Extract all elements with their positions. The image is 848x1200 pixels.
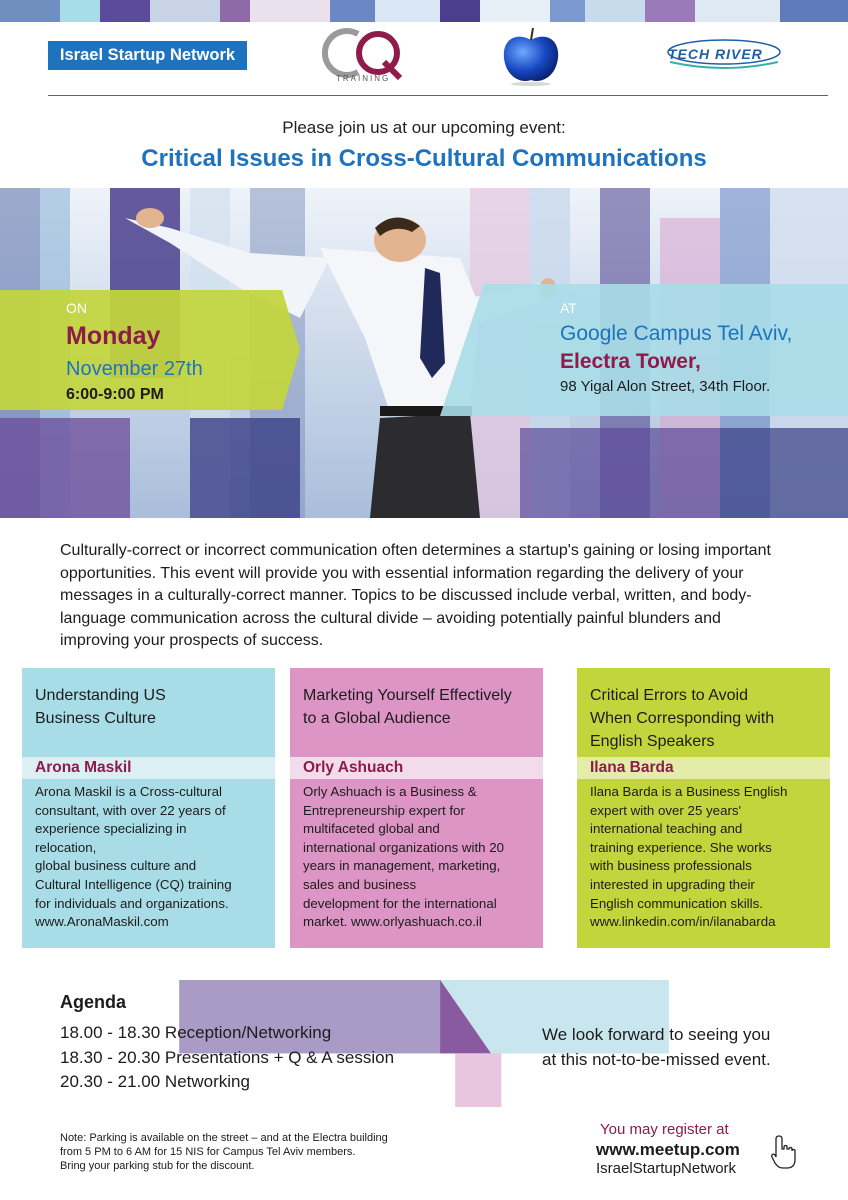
register-link[interactable]: www.meetup.com [596,1140,740,1159]
note-line: Note: Parking is available on the street – and at the Electra building [60,1132,388,1144]
venue-label: AT [560,300,577,316]
bio-line: Ilana Barda is a Business English [590,784,788,799]
israel-startup-network-logo: Israel Startup Network [48,41,247,70]
pointer-hand-icon [770,1134,798,1170]
sponsor-logos [0,22,848,92]
bio-line: Entrepreneurship expert for [303,802,465,818]
event-title: Critical Issues in Cross-Cultural Communications [141,145,707,172]
bio-line: global business culture and [35,858,197,874]
session-title-line: English Speakers [590,733,715,750]
speaker-website-link[interactable]: market. www.orlyashuach.co.il [303,914,482,930]
bio-line: development for the international [303,895,497,911]
parking-note [60,1131,460,1173]
bio-line: with business professionals [590,858,752,874]
event-day: Monday [66,322,161,350]
session-title [290,668,543,757]
note-line: from 5 PM to 6 AM for 15 NIS for Campus Tel Aviv members. [60,1146,356,1158]
session-card-3 [577,668,830,948]
bio-line: multifaceted global and [303,821,440,837]
closing-message [542,1022,822,1072]
bio-line: English communication skills. [590,895,763,911]
bio-line: years in management, marketing, [303,858,501,874]
venue-building: Electra Tower, [560,350,701,373]
speaker-website-link[interactable]: www.AronaMaskil.com [35,914,169,930]
session-title-line: Understanding US [35,687,166,704]
date-label: ON [66,300,87,316]
session-title-line: Business Culture [35,710,156,727]
hero-image [0,188,848,518]
bio-line: sales and business [303,876,417,892]
bio-line: Orly Ashuach is a Business & [303,784,477,799]
venue-panel-edge [440,284,490,416]
bio-line: international organizations with 20 [303,839,505,855]
event-time: 6:00-9:00 PM [66,386,164,403]
speaker-bio [577,779,830,936]
bio-line: relocation, [35,839,97,855]
speaker-bio [290,779,543,936]
cq-training-label: TRAINING [336,74,391,83]
bio-line: expert with over 25 years' [590,802,742,818]
bio-line: interested in upgrading their [590,876,755,892]
closing-line: We look forward to seeing you [542,1025,771,1044]
bio-line: international teaching and [590,821,743,837]
header-divider [48,95,828,96]
top-color-strips [0,0,848,22]
session-title-line: When Corresponding with [590,710,775,727]
speaker-website-link[interactable]: www.linkedin.com/in/ilanabarda [590,914,776,930]
venue-name: Google Campus Tel Aviv, [560,322,793,345]
closing-line: at this not-to-be-missed event. [542,1050,771,1069]
bio-line: Cultural Intelligence (CQ) training [35,876,232,892]
venue-address: 98 Yigal Alon Street, 34th Floor. [560,378,771,395]
agenda-title: Agenda [60,992,127,1012]
session-title-line: Marketing Yourself Effectively [303,687,512,704]
event-description: Culturally-correct or incorrect communication often determines a startup's gaining or losing important opportunities. This event will provide you with essential information regarding the delivery of your messages in a culturally-correct manner. Topics to be discussed include verbal, written, and body-language communication across the cultural divide – avoiding potentially painful blunders and improving your prospects of success. [60,542,771,649]
note-line: Bring your parking stub for the discount. [60,1160,255,1172]
blue-apple-logo [498,24,564,86]
tech-river-label: TECH RIVER [668,46,763,62]
agenda-item: 20.30 - 21.00 Networking [60,1072,250,1091]
speaker-bio [22,779,275,936]
session-title-line: to a Global Audience [303,710,451,727]
session-title-line: Critical Errors to Avoid [590,687,748,704]
intro-line: Please join us at our upcoming event: [282,118,566,137]
speaker-name: Orly Ashuach [290,757,543,779]
bio-line: experience specializing in [35,821,187,837]
bio-line: for individuals and organizations. [35,895,229,911]
session-title [22,668,275,757]
agenda-item: 18.00 - 18.30 Reception/Networking [60,1023,332,1042]
session-card-2 [290,668,543,948]
register-group-name[interactable]: IsraelStartupNetwork [596,1160,737,1177]
bio-line: consultant, with over 22 years of [35,802,226,818]
agenda-item: 18.30 - 20.30 Presentations + Q & A session [60,1048,395,1067]
session-title [577,668,830,757]
event-date: November 27th [66,358,203,380]
bio-line: training experience. She works [590,839,772,855]
speaker-name: Ilana Barda [577,757,830,779]
bio-line: Arona Maskil is a Cross-cultural [35,784,222,799]
speaker-name: Arona Maskil [22,757,275,779]
register-label: You may register at [600,1121,729,1138]
session-card-1 [22,668,275,948]
